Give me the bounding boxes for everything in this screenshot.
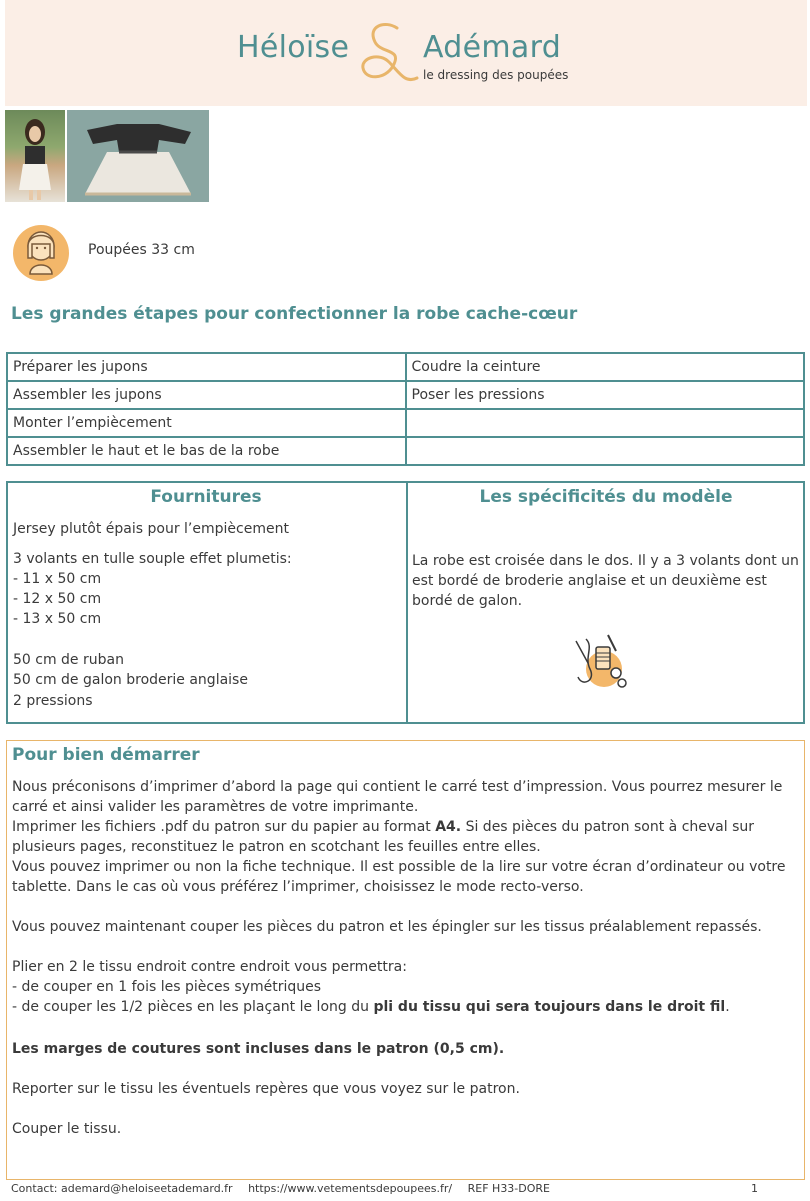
paragraph: Nous préconisons d’imprimer d’abord la page qui contient le carré test d’impression. Vous pourrez mesurer le carré et ainsi valider les paramètres de votre imprimante. <box>12 779 783 815</box>
text-run: Imprimer les fichiers .pdf du patron sur du papier au format <box>12 819 436 835</box>
brand-name-left: Héloïse <box>237 30 350 65</box>
table-row <box>7 409 804 437</box>
table-cell: Monter l’empiècement <box>7 409 406 437</box>
table-cell: Préparer les jupons <box>7 353 406 381</box>
page-number: 1 <box>751 1182 758 1195</box>
text-run-bold: A4. <box>435 819 462 835</box>
footer-url-link[interactable]: https://www.vetementsdepoupees.fr/ <box>248 1182 453 1195</box>
table-row <box>7 381 804 409</box>
header-banner <box>5 0 807 106</box>
sewing-kit-icon <box>568 633 632 701</box>
steps-section-title: Les grandes étapes pour confectionner la robe cache-cœur <box>11 304 578 324</box>
getting-started-title: Pour bien démarrer <box>12 745 200 765</box>
table-cell: Coudre la ceinture <box>406 353 805 381</box>
steps-table <box>6 352 805 466</box>
supply-line: - 13 x 50 cm <box>13 611 102 627</box>
supply-line: 50 cm de galon broderie anglaise <box>13 672 248 688</box>
paragraph-bold: Les marges de coutures sont incluses dans le patron (0,5 cm). <box>12 1041 505 1057</box>
supply-line: 50 cm de ruban <box>13 652 124 668</box>
paragraph: Reporter sur le tissu les éventuels repères que vous voyez sur le patron. <box>12 1081 520 1097</box>
table-cell: Assembler les jupons <box>7 381 406 409</box>
brand-tagline: le dressing des poupées <box>423 68 569 82</box>
supply-line: - 12 x 50 cm <box>13 591 102 607</box>
table-cell <box>406 409 805 437</box>
paragraph: Couper le tissu. <box>12 1121 122 1137</box>
paragraph: - de couper en 1 fois les pièces symétriques <box>12 979 322 995</box>
column-divider <box>406 483 408 722</box>
supplies-title: Fournitures <box>150 487 262 507</box>
paragraph: Plier en 2 le tissu endroit contre endroit vous permettra: <box>12 959 407 975</box>
ampersand-logo-icon <box>345 18 425 93</box>
supplies-specifics-box <box>6 481 805 724</box>
table-cell: Assembler le haut et le bas de la robe <box>7 437 406 465</box>
table-row <box>7 353 804 381</box>
text-run: - de couper les 1/2 pièces en les plaçant le long du <box>12 999 374 1015</box>
doll-icon <box>12 224 70 286</box>
supply-line: 2 pressions <box>13 693 93 709</box>
text-run: . <box>725 999 730 1015</box>
table-row <box>7 437 804 465</box>
footer-ref: REF H33-DORE <box>467 1182 551 1195</box>
text-run-bold: pli du tissu qui sera toujours dans le droit fil <box>373 999 726 1015</box>
specifics-title: Les spécificités du modèle <box>479 487 733 507</box>
paragraph <box>12 817 797 857</box>
paragraph: Vous pouvez maintenant couper les pièces du patron et les épingler sur les tissus préalablement repassés. <box>12 919 762 935</box>
doll-size-label: Poupées 33 cm <box>88 242 195 258</box>
table-cell: Poser les pressions <box>406 381 805 409</box>
footer-contact: Contact: ademard@heloiseetademard.fr <box>11 1182 233 1195</box>
footer <box>11 1182 562 1195</box>
supply-line: Jersey plutôt épais pour l’empiècement <box>13 521 289 537</box>
getting-started-box <box>6 740 805 1180</box>
supply-line: 3 volants en tulle souple effet plumetis: <box>13 551 292 567</box>
specifics-text: La robe est croisée dans le dos. Il y a 3 volants dont un est bordé de broderie anglaise et un deuxième est bordé de galon. <box>412 553 799 609</box>
paragraph <box>12 997 797 1017</box>
paragraph: Vous pouvez imprimer ou non la fiche technique. Il est possible de la lire sur votre écran d’ordinateur ou votre tablette. Dans le cas où vous préférez l’imprimer, choisissez le mode recto-verso. <box>12 859 786 895</box>
supply-line: - 11 x 50 cm <box>13 571 102 587</box>
brand-name-right: Adémard <box>423 30 562 65</box>
doll-photo <box>5 110 65 202</box>
table-cell <box>406 437 805 465</box>
text-run: Si des pièces du patron sont à cheval sur plusieurs pages, reconstituez le patron en scotchant les feuilles entre elles. <box>12 819 755 855</box>
dress-photo <box>67 110 209 202</box>
